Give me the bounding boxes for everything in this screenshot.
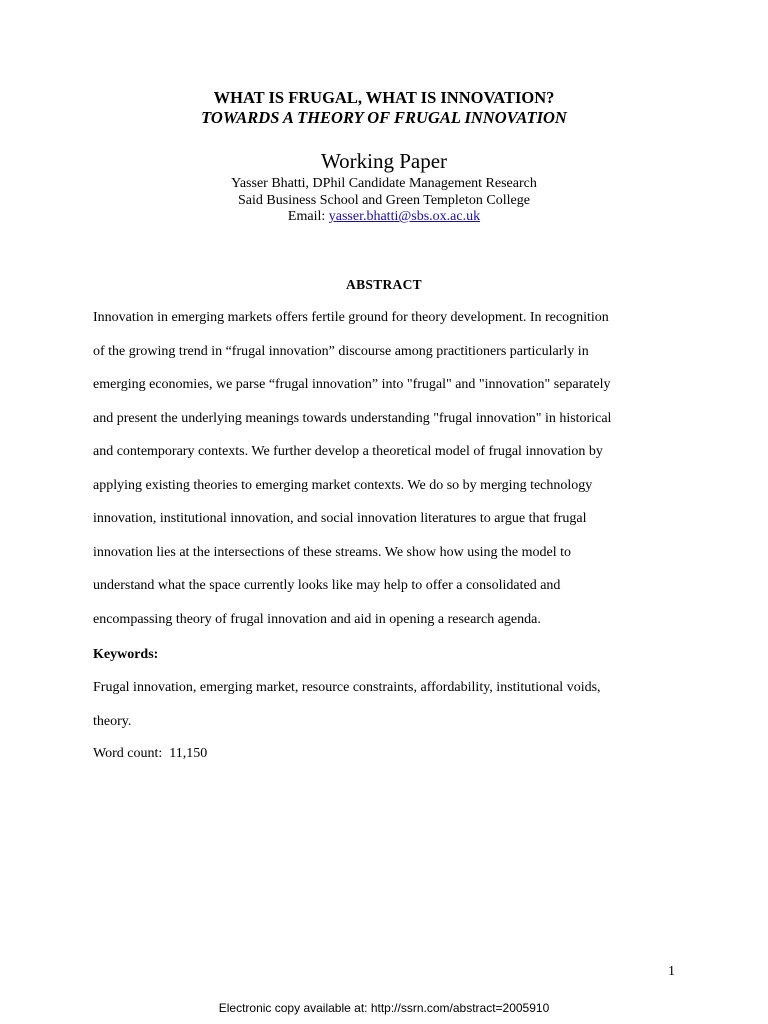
- abstract-line: encompassing theory of frugal innovation and aid in opening a research agenda.: [93, 611, 541, 627]
- abstract-line: of the growing trend in “frugal innovation” discourse among practitioners particularly in: [93, 343, 589, 359]
- email-link[interactable]: yasser.bhatti@sbs.ox.ac.uk: [328, 209, 481, 224]
- abstract-body: [93, 308, 675, 643]
- abstract-line: emerging economies, we parse “frugal innovation” into "frugal" and "innovation" separately: [93, 377, 611, 392]
- abstract-line: innovation, institutional innovation, and social innovation literatures to argue that frugal: [93, 511, 587, 526]
- footer-note: Electronic copy available at: http://ssrn.com/abstract=2005910: [218, 1001, 550, 1015]
- keywords-label: Keywords:: [93, 647, 159, 662]
- abstract-line: applying existing theories to emerging market contexts. We do so by merging technology: [93, 477, 593, 493]
- keywords-line: theory.: [93, 713, 132, 729]
- paper-title: WHAT IS FRUGAL, WHAT IS INNOVATION?: [213, 88, 555, 107]
- paper-type-label: Working Paper: [320, 149, 448, 173]
- keywords-body: [93, 678, 601, 745]
- page-number: 1: [668, 964, 675, 979]
- paper-subtitle: TOWARDS A THEORY OF FRUGAL INNOVATION: [201, 108, 567, 127]
- abstract-line: Innovation in emerging markets offers fertile ground for theory development. In recognition: [93, 310, 609, 325]
- abstract-line: and present the underlying meanings towards understanding "frugal innovation" in historical: [93, 410, 612, 426]
- abstract-line: innovation lies at the intersections of these streams. We show how using the model to: [93, 544, 572, 560]
- abstract-line: and contemporary contexts. We further develop a theoretical model of frugal innovation by: [93, 444, 603, 459]
- author-line: Yasser Bhatti, DPhil Candidate Management Research: [231, 176, 537, 191]
- affiliation-line: Said Business School and Green Templeton College: [238, 193, 530, 208]
- word-count: Word count: 11,150: [93, 746, 208, 761]
- email-line: [0, 208, 768, 225]
- abstract-heading: ABSTRACT: [346, 277, 422, 292]
- abstract-line: understand what the space currently looks like may help to offer a consolidated and: [93, 578, 561, 593]
- email-label: Email:: [287, 209, 329, 224]
- keywords-line: Frugal innovation, emerging market, resource constraints, affordability, institutional voids,: [93, 680, 601, 695]
